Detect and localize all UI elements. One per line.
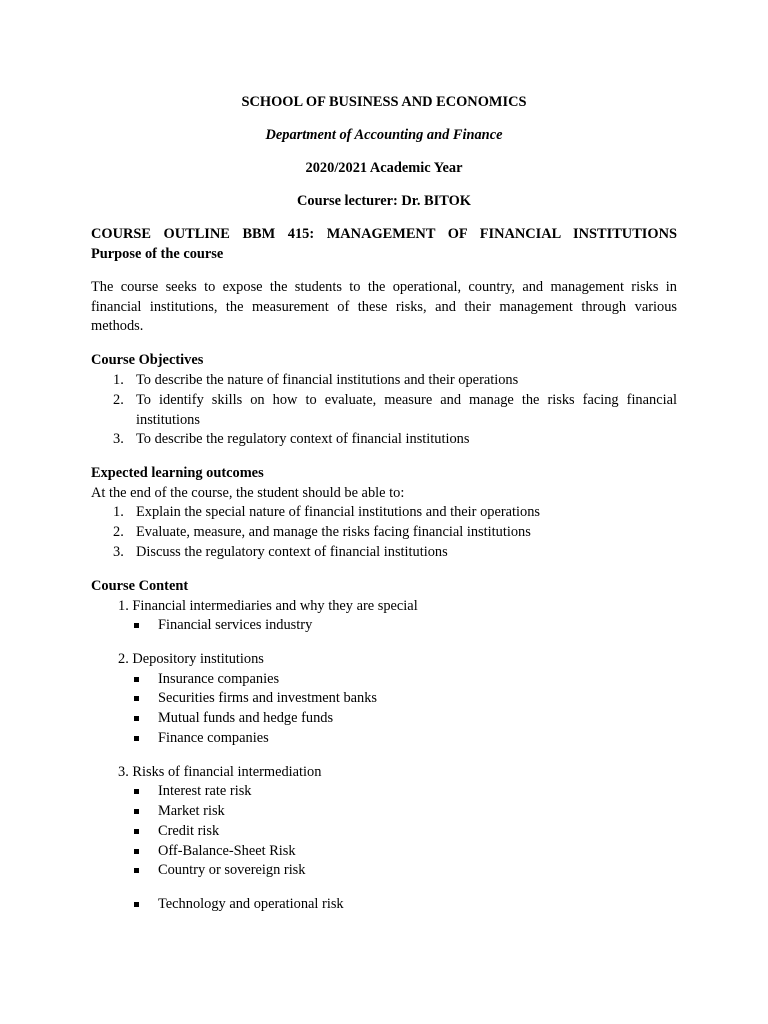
square-bullet-icon: [134, 677, 139, 682]
outcome-item: [0, 523, 768, 543]
bullet-item: [0, 822, 768, 842]
bullet-text: Off-Balance-Sheet Risk: [158, 843, 296, 859]
bullet-text: Mutual funds and hedge funds: [158, 710, 334, 726]
objectives-heading: Course Objectives: [91, 352, 204, 368]
outcome-item: [0, 503, 768, 523]
square-bullet-icon: [134, 849, 139, 854]
objective-text: To describe the regulatory context of financial institutions: [136, 431, 470, 447]
school-title: SCHOOL OF BUSINESS AND ECONOMICS: [241, 94, 527, 110]
purpose-line: methods.: [91, 318, 144, 335]
objective-number: 3.: [113, 431, 124, 447]
purpose-heading: Purpose of the course: [91, 246, 224, 262]
objective-text: To identify skills on how to evaluate, measure and manage the risks facing financial: [136, 392, 677, 408]
bullet-text: Credit risk: [158, 823, 220, 839]
objective-number: 2.: [113, 392, 124, 408]
purpose-line: financial institutions, the measurement of these risks, and their management through various: [91, 298, 677, 315]
bullet-text: Market risk: [158, 803, 225, 819]
bullet-item: [0, 895, 768, 915]
outcome-text: Explain the special nature of financial institutions and their operations: [136, 504, 541, 520]
bullet-item: [0, 782, 768, 802]
square-bullet-icon: [134, 789, 139, 794]
academic-year: 2020/2021 Academic Year: [305, 160, 463, 176]
objective-item: [0, 391, 768, 431]
outcome-text: Evaluate, measure, and manage the risks facing financial institutions: [136, 524, 531, 540]
square-bullet-icon: [134, 809, 139, 814]
bullet-text: Country or sovereign risk: [158, 862, 306, 878]
bullet-text: Finance companies: [158, 730, 269, 746]
bullet-item: [0, 861, 768, 881]
outcomes-intro: At the end of the course, the student should be able to:: [91, 485, 405, 501]
department-title: Department of Accounting and Finance: [265, 127, 503, 143]
bullet-item: [0, 802, 768, 822]
bullet-item: [0, 616, 768, 636]
square-bullet-icon: [134, 829, 139, 834]
outcome-text: Discuss the regulatory context of financial institutions: [136, 544, 448, 560]
square-bullet-icon: [134, 623, 139, 628]
content-heading: Course Content: [91, 578, 189, 594]
bullet-text: Technology and operational risk: [158, 896, 344, 912]
objective-number: 1.: [113, 372, 124, 388]
content-section-title: 2. Depository institutions: [118, 651, 264, 667]
square-bullet-icon: [134, 696, 139, 701]
square-bullet-icon: [134, 902, 139, 907]
outcome-number: 1.: [113, 504, 124, 520]
square-bullet-icon: [134, 868, 139, 873]
course-outline-title: COURSE OUTLINE BBM 415: MANAGEMENT OF FINANCIAL INSTITUTIONS: [91, 226, 677, 242]
objective-item: [0, 430, 768, 450]
bullet-text: Interest rate risk: [158, 783, 252, 799]
objective-text: To describe the nature of financial institutions and their operations: [136, 372, 519, 388]
bullet-item: [0, 842, 768, 862]
bullet-item: [0, 709, 768, 729]
course-lecturer: Course lecturer: Dr. BITOK: [296, 193, 471, 209]
content-section-title: 3. Risks of financial intermediation: [118, 764, 322, 780]
bullet-item: [0, 670, 768, 690]
content-section-title: 1. Financial intermediaries and why they are special: [118, 598, 418, 614]
purpose-line: The course seeks to expose the students to the operational, country, and management risks in: [91, 279, 677, 295]
objective-item: [0, 371, 768, 391]
outcomes-heading: Expected learning outcomes: [91, 465, 264, 481]
outcome-item: [0, 543, 768, 563]
bullet-item: [0, 729, 768, 749]
bullet-text: Securities firms and investment banks: [158, 690, 378, 706]
bullet-item: [0, 689, 768, 709]
outcome-number: 2.: [113, 524, 124, 540]
square-bullet-icon: [134, 736, 139, 741]
purpose-paragraph: [91, 278, 677, 337]
bullet-text: Insurance companies: [158, 671, 280, 687]
outcome-number: 3.: [113, 544, 124, 560]
objective-text-continued: institutions: [136, 412, 200, 428]
square-bullet-icon: [134, 716, 139, 721]
bullet-text: Financial services industry: [158, 617, 313, 633]
